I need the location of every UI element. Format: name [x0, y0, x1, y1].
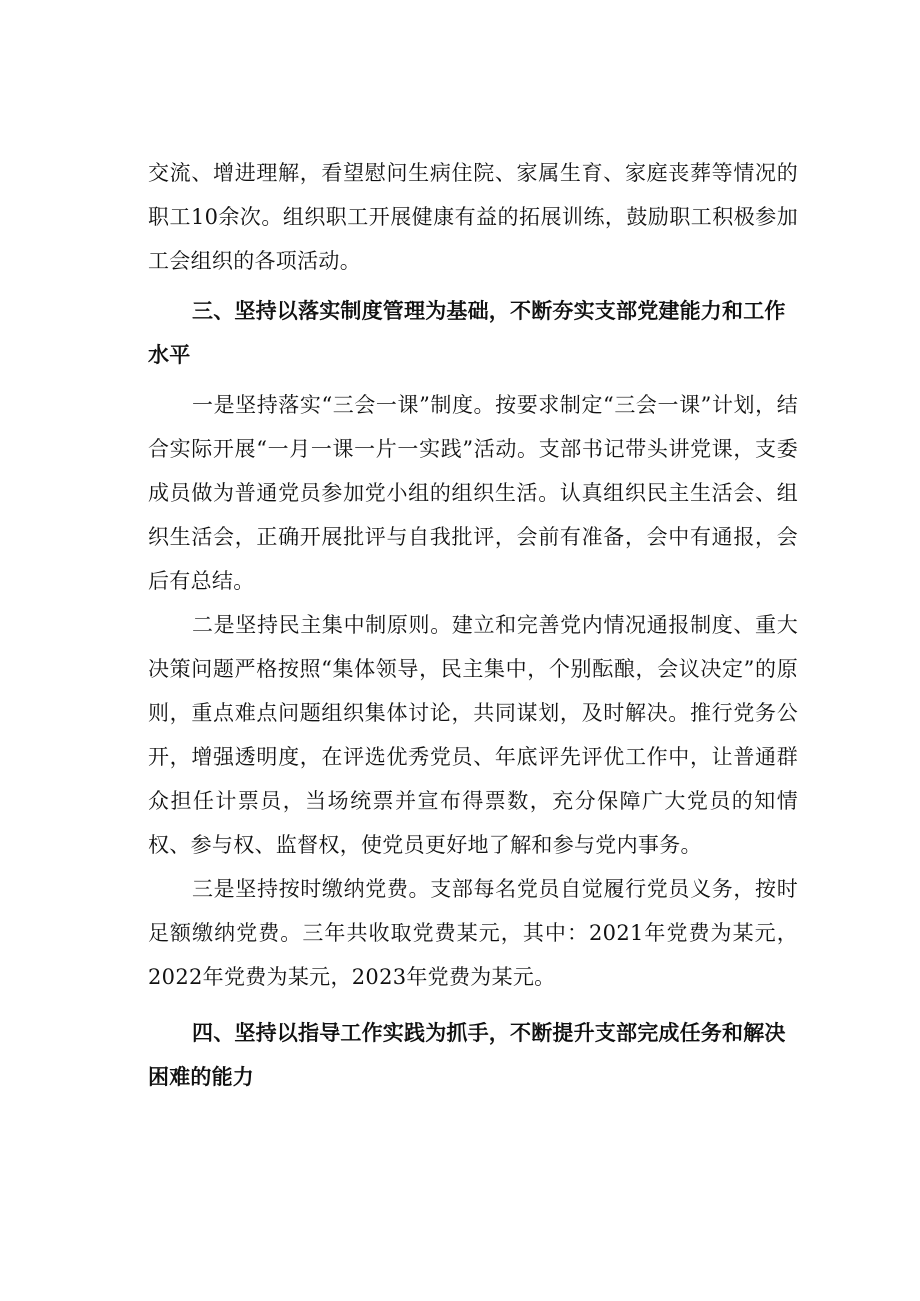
document-body: [148, 151, 798, 1099]
section-3-paragraph-3: 三是坚持按时缴纳党费。支部每名党员自觉履行党员义务，按时足额缴纳党费。三年共收取党费某元，其中：2021年党费为某元，2022年党费为某元，2023年党费为某元。: [148, 877, 798, 989]
section-3-paragraph-1: 一是坚持落实“三会一课”制度。按要求制定“三会一课”计划，结合实际开展“一月一课一片一实践”活动。支部书记带头讲党课，支委成员做为普通党员参加党小组的组织生活。认真组织民主生活会、组织生活会，正确开展批评与自我批评，会前有准备，会中有通报，会后有总结。: [148, 393, 798, 593]
section-3-paragraph-2: 二是坚持民主集中制原则。建立和完善党内情况通报制度、重大决策问题严格按照“集体领导，民主集中，个别酝酿，会议决定”的原则，重点难点问题组织集体讨论，共同谋划，及时解决。推行党务公开，增强透明度，在评选优秀党员、年底评先评优工作中，让普通群众担任计票员，当场统票并宣布得票数，充分保障广大党员的知情权、参与权、监督权，使党员更好地了解和参与党内事务。: [148, 613, 798, 857]
intro-paragraph: 交流、增进理解，看望慰问生病住院、家属生育、家庭丧葬等情况的职工10余次。组织职工开展健康有益的拓展训练，鼓励职工积极参加工会组织的各项活动。: [148, 161, 798, 273]
section-4-heading: 四、坚持以指导工作实践为抓手，不断提升支部完成任务和解决困难的能力: [148, 1021, 786, 1089]
section-3-heading: 三、坚持以落实制度管理为基础，不断夯实支部党建能力和工作水平: [148, 299, 786, 367]
